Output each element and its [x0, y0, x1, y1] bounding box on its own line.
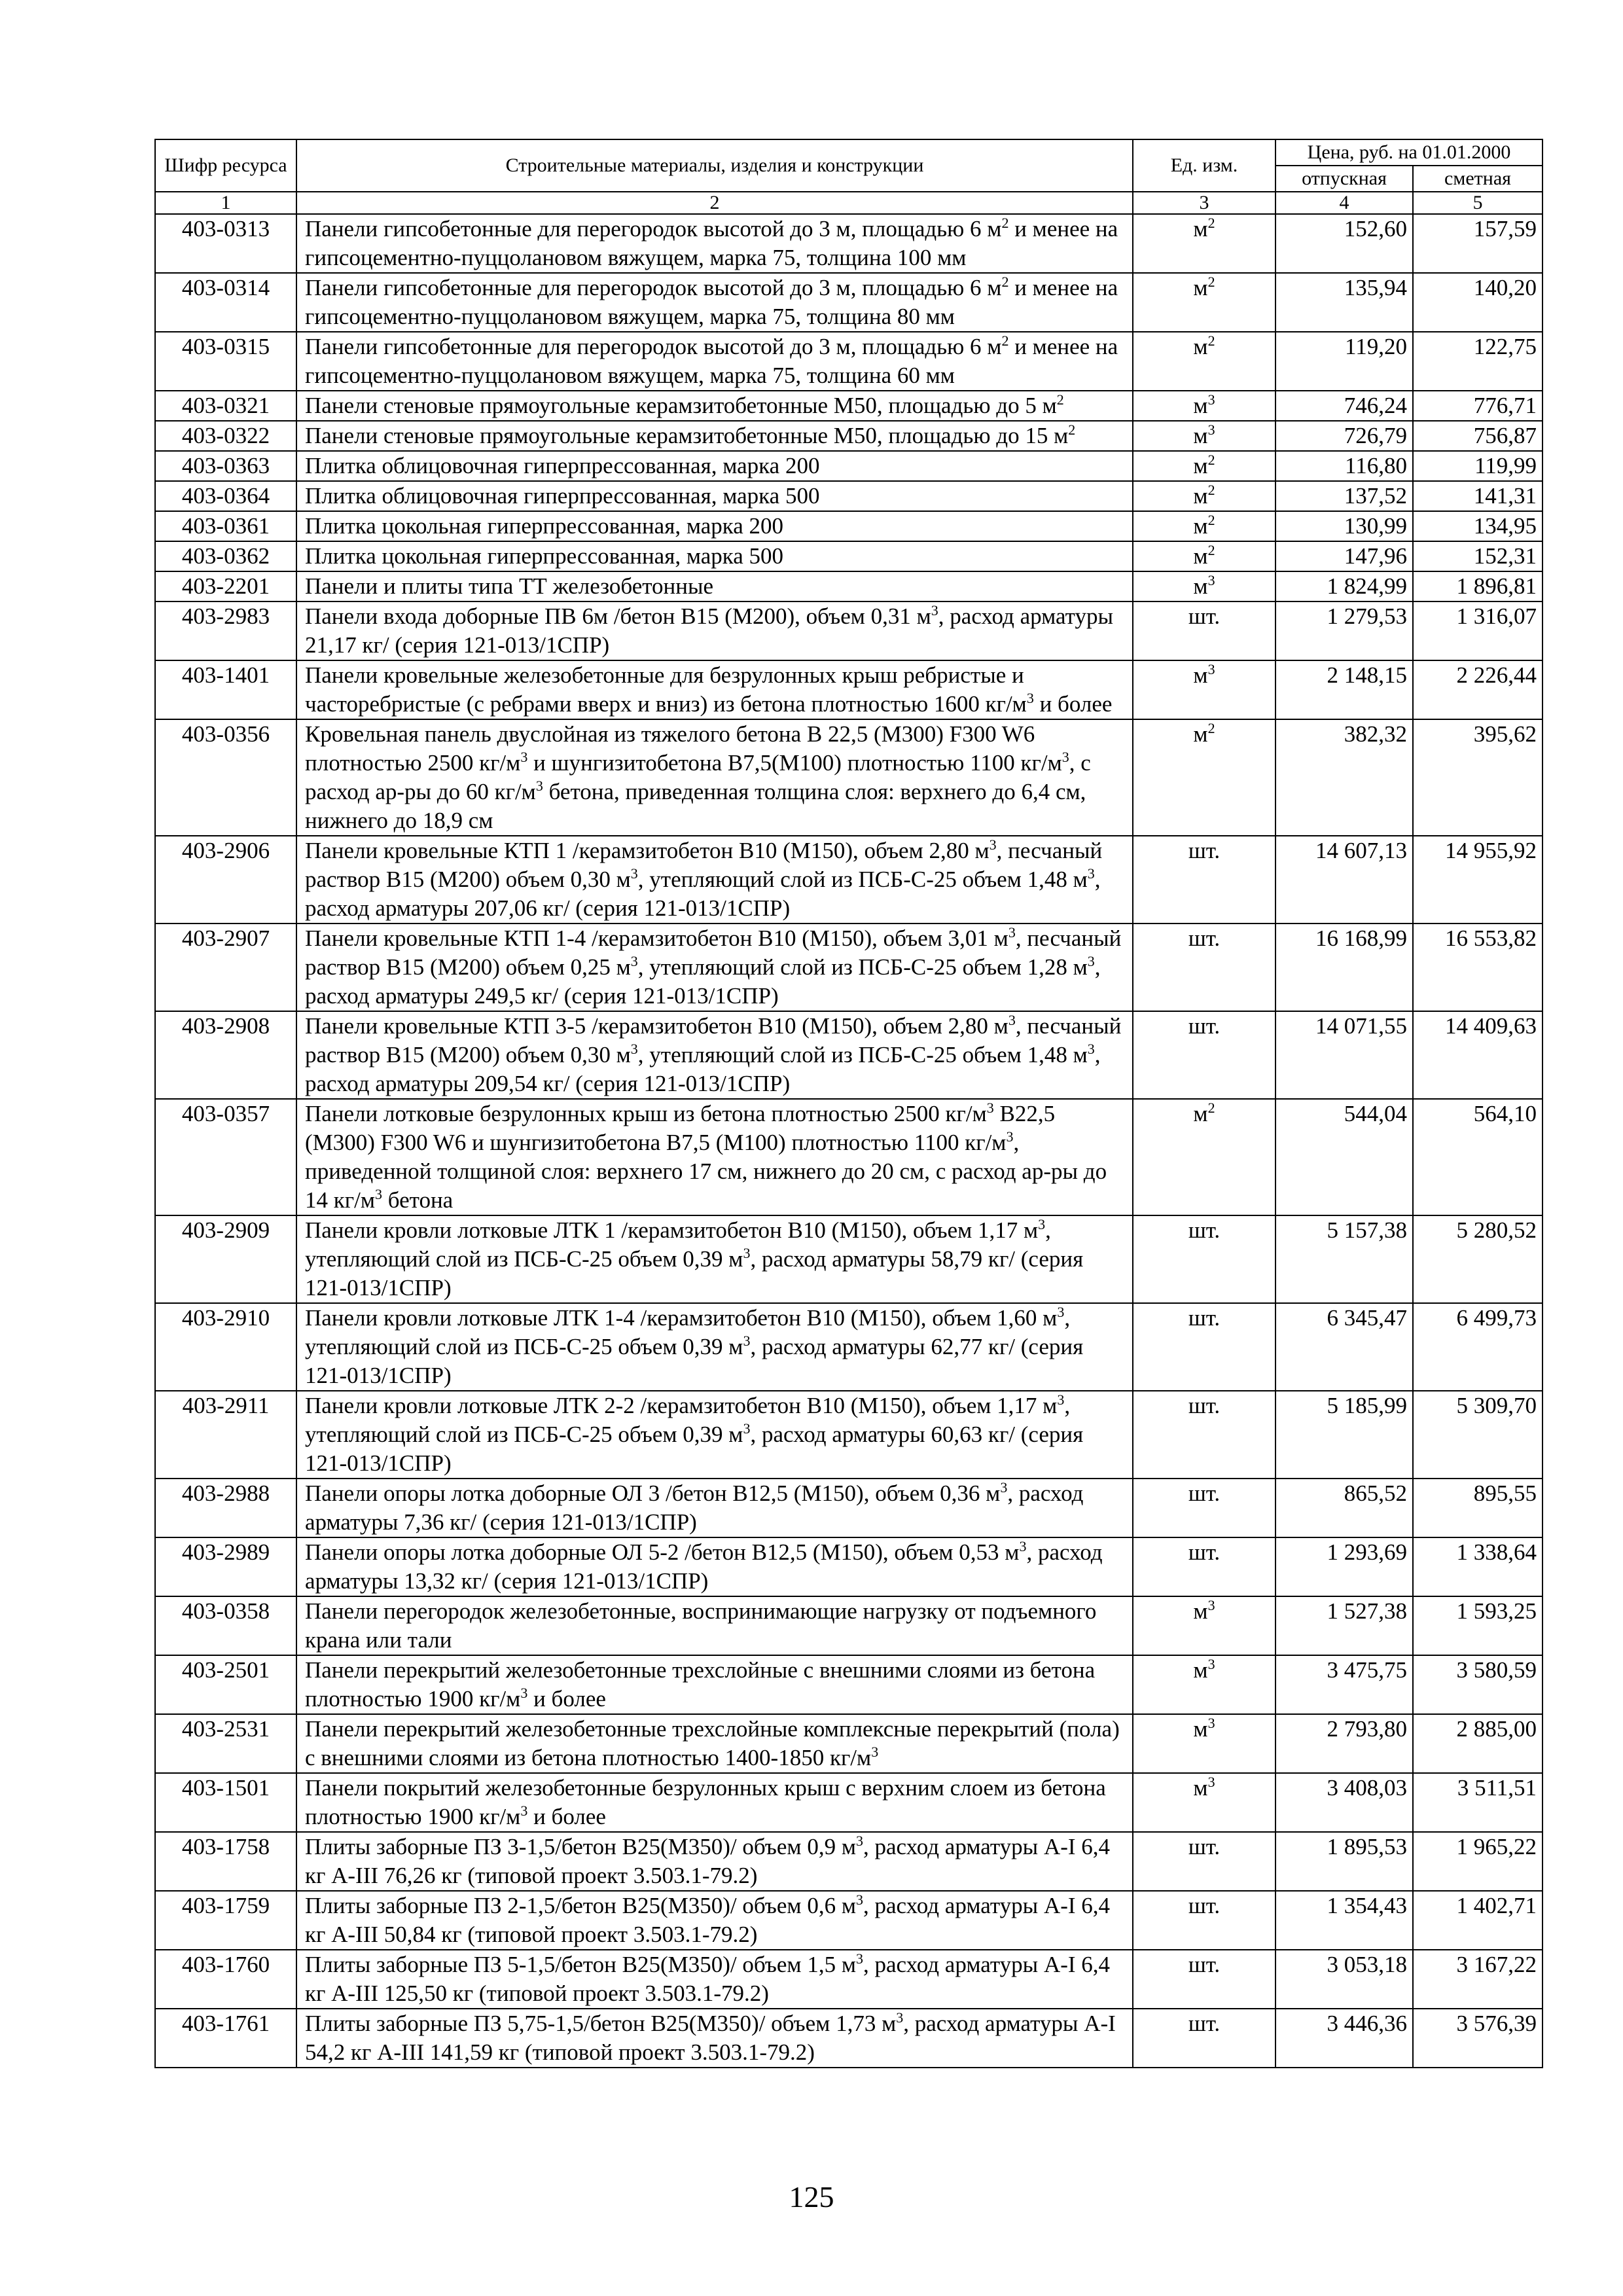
- unit-of-measure: шт.: [1133, 1303, 1275, 1391]
- resource-code: 403-2911: [155, 1391, 296, 1479]
- estimate-price: 2 226,44: [1413, 660, 1543, 719]
- estimate-price: 564,10: [1413, 1099, 1543, 1215]
- factory-price: 1 895,53: [1275, 1832, 1413, 1891]
- estimate-price: 152,31: [1413, 541, 1543, 571]
- column-number: 5: [1413, 192, 1543, 214]
- unit-of-measure: $м^3$: [1133, 1773, 1275, 1832]
- estimate-price: 776,71: [1413, 391, 1543, 421]
- resource-name: Панели кровельные КТП 1-4 /керамзитобетон В10 (М150), объем 3,01 $м^3$, песчаный раствор В15 (М200) объем 0,25 $м^3$, утепляющий слой из ПСБ-С-25 объем 1,28 $м^3$, расход арматуры 249,5 кг/ (серия 121-013/1СПР): [296, 924, 1133, 1011]
- resource-name: Панели покрытий железобетонные безрулонных крыш с верхним слоем из бетона плотностью 1900 $кг/м^3$ и более: [296, 1773, 1133, 1832]
- factory-price: 16 168,99: [1275, 924, 1413, 1011]
- table-row: [155, 214, 1543, 273]
- table-row: [155, 601, 1543, 660]
- unit-of-measure: шт.: [1133, 1950, 1275, 2009]
- resource-code: 403-2531: [155, 1714, 296, 1773]
- estimate-price: 141,31: [1413, 481, 1543, 511]
- table-row: [155, 1011, 1543, 1099]
- header-unit: Ед. изм.: [1133, 139, 1275, 192]
- resource-code: 403-0363: [155, 451, 296, 481]
- table-row: [155, 1891, 1543, 1950]
- resource-name: Плиты заборные ПЗ 5-1,5/бетон В25(М350)/ объем 1,5 $м^3$, расход арматуры А-I 6,4 кг А-III 125,50 кг (типовой проект 3.503.1-79.2): [296, 1950, 1133, 2009]
- resource-name: Панели стеновые прямоугольные керамзитобетонные М50, площадью до 15 $м^2$: [296, 421, 1133, 451]
- unit-of-measure: $м^2$: [1133, 719, 1275, 836]
- table-row: [155, 571, 1543, 601]
- resource-code: 403-2501: [155, 1655, 296, 1714]
- unit-of-measure: шт.: [1133, 1832, 1275, 1891]
- estimate-price: 2 885,00: [1413, 1714, 1543, 1773]
- resource-code: 403-0314: [155, 273, 296, 332]
- estimate-price: 3 167,22: [1413, 1950, 1543, 2009]
- unit-of-measure: $м^3$: [1133, 1714, 1275, 1773]
- unit-of-measure: $м^3$: [1133, 421, 1275, 451]
- resource-code: 403-2907: [155, 924, 296, 1011]
- price-table-wrapper: [154, 139, 1542, 2068]
- resource-name: Плитка цокольная гиперпрессованная, марка 500: [296, 541, 1133, 571]
- unit-of-measure: шт.: [1133, 924, 1275, 1011]
- estimate-price: 1 965,22: [1413, 1832, 1543, 1891]
- table-row: [155, 836, 1543, 924]
- header-name: Строительные материалы, изделия и конструкции: [296, 139, 1133, 192]
- resource-code: 403-1759: [155, 1891, 296, 1950]
- factory-price: 1 293,69: [1275, 1537, 1413, 1596]
- resource-code: 403-0364: [155, 481, 296, 511]
- table-body: [155, 214, 1543, 2068]
- factory-price: 746,24: [1275, 391, 1413, 421]
- estimate-price: 140,20: [1413, 273, 1543, 332]
- unit-of-measure: шт.: [1133, 601, 1275, 660]
- estimate-price: 5 309,70: [1413, 1391, 1543, 1479]
- estimate-price: 119,99: [1413, 451, 1543, 481]
- resource-code: 403-2910: [155, 1303, 296, 1391]
- resource-code: 403-0358: [155, 1596, 296, 1655]
- unit-of-measure: шт.: [1133, 2009, 1275, 2068]
- resource-name: Панели входа доборные ПВ 6м /бетон В15 (М200), объем 0,31 $м^3$, расход арматуры 21,17 кг/ (серия 121-013/1СПР): [296, 601, 1133, 660]
- estimate-price: 157,59: [1413, 214, 1543, 273]
- unit-of-measure: шт.: [1133, 1391, 1275, 1479]
- factory-price: 14 607,13: [1275, 836, 1413, 924]
- factory-price: 116,80: [1275, 451, 1413, 481]
- unit-of-measure: $м^3$: [1133, 1596, 1275, 1655]
- resource-name: Панели лотковые безрулонных крыш из бетона плотностью 2500 $кг/м^3$ В22,5 (М300) F300 W6 и шунгизитобетона В7,5 (М100) плотностью 1100 $кг/м^3$, приведенной толщиной слоя: верхнего 17 см, нижнего до 20 см, с расход ар-ры до 14 $кг/м^3$ бетона: [296, 1099, 1133, 1215]
- header-estimate-price: сметная: [1413, 166, 1543, 192]
- estimate-price: 122,75: [1413, 332, 1543, 391]
- table-row: [155, 1303, 1543, 1391]
- estimate-price: 756,87: [1413, 421, 1543, 451]
- factory-price: 135,94: [1275, 273, 1413, 332]
- resource-name: Панели гипсобетонные для перегородок высотой до 3 м, площадью 6 $м^2$ и менее на гипсоцементно-пуццолановом вяжущем, марка 75, толщина 60 мм: [296, 332, 1133, 391]
- estimate-price: 395,62: [1413, 719, 1543, 836]
- estimate-price: 5 280,52: [1413, 1215, 1543, 1303]
- page-number: 125: [789, 2180, 834, 2214]
- column-number: 1: [155, 192, 296, 214]
- resource-name: Кровельная панель двуслойная из тяжелого бетона В 22,5 (М300) F300 W6 плотностью 2500 $кг/м^3$ и шунгизитобетона В7,5(М100) плотностью 1100 $кг/м^3$, с расход ар-ры до 60 $кг/м^3$ бетона, приведенная толщина слоя: верхнего до 6,4 см, нижнего до 18,9 см: [296, 719, 1133, 836]
- factory-price: 14 071,55: [1275, 1011, 1413, 1099]
- factory-price: 1 527,38: [1275, 1596, 1413, 1655]
- table-row: [155, 1950, 1543, 2009]
- table-row: [155, 660, 1543, 719]
- estimate-price: 134,95: [1413, 511, 1543, 541]
- unit-of-measure: $м^2$: [1133, 214, 1275, 273]
- resource-name: Плиты заборные ПЗ 3-1,5/бетон В25(М350)/ объем 0,9 $м^3$, расход арматуры А-I 6,4 кг А-III 76,26 кг (типовой проект 3.503.1-79.2): [296, 1832, 1133, 1891]
- factory-price: 382,32: [1275, 719, 1413, 836]
- resource-name: Панели опоры лотка доборные ОЛ 3 /бетон В12,5 (М150), объем 0,36 $м^3$, расход арматуры 7,36 кг/ (серия 121-013/1СПР): [296, 1479, 1133, 1537]
- resource-code: 403-1758: [155, 1832, 296, 1891]
- unit-of-measure: $м^3$: [1133, 1655, 1275, 1714]
- factory-price: 130,99: [1275, 511, 1413, 541]
- resource-code: 403-0357: [155, 1099, 296, 1215]
- table-row: [155, 1215, 1543, 1303]
- table-row: [155, 1479, 1543, 1537]
- resource-code: 403-0362: [155, 541, 296, 571]
- table-row: [155, 273, 1543, 332]
- column-number: 2: [296, 192, 1133, 214]
- estimate-price: 14 409,63: [1413, 1011, 1543, 1099]
- factory-price: 3 446,36: [1275, 2009, 1413, 2068]
- table-row: [155, 332, 1543, 391]
- factory-price: 726,79: [1275, 421, 1413, 451]
- estimate-price: 3 576,39: [1413, 2009, 1543, 2068]
- factory-price: 1 354,43: [1275, 1891, 1413, 1950]
- factory-price: 2 793,80: [1275, 1714, 1413, 1773]
- resource-code: 403-0315: [155, 332, 296, 391]
- unit-of-measure: шт.: [1133, 836, 1275, 924]
- table-row: [155, 1537, 1543, 1596]
- price-table: [154, 139, 1543, 2068]
- resource-name: Плитка облицовочная гиперпрессованная, марка 500: [296, 481, 1133, 511]
- table-row: [155, 1596, 1543, 1655]
- resource-name: Панели стеновые прямоугольные керамзитобетонные М50, площадью до 5 $м^2$: [296, 391, 1133, 421]
- table-row: [155, 719, 1543, 836]
- resource-code: 403-2983: [155, 601, 296, 660]
- resource-name: Панели гипсобетонные для перегородок высотой до 3 м, площадью 6 $м^2$ и менее на гипсоцементно-пуццолановом вяжущем, марка 75, толщина 100 мм: [296, 214, 1133, 273]
- factory-price: 137,52: [1275, 481, 1413, 511]
- unit-of-measure: шт.: [1133, 1215, 1275, 1303]
- unit-of-measure: шт.: [1133, 1537, 1275, 1596]
- factory-price: 5 185,99: [1275, 1391, 1413, 1479]
- unit-of-measure: $м^2$: [1133, 273, 1275, 332]
- resource-name: Панели кровельные железобетонные для безрулонных крыш ребристые и часторебристые (с ребрами вверх и вниз) из бетона плотностью 1600 $кг/м^3$ и более: [296, 660, 1133, 719]
- table-row: [155, 541, 1543, 571]
- factory-price: 3 408,03: [1275, 1773, 1413, 1832]
- resource-name: Панели кровельные КТП 3-5 /керамзитобетон В10 (М150), объем 2,80 $м^3$, песчаный раствор В15 (М200) объем 0,30 $м^3$, утепляющий слой из ПСБ-С-25 объем 1,48 $м^3$, расход арматуры 209,54 кг/ (серия 121-013/1СПР): [296, 1011, 1133, 1099]
- unit-of-measure: $м^2$: [1133, 1099, 1275, 1215]
- estimate-price: 3 511,51: [1413, 1773, 1543, 1832]
- factory-price: 152,60: [1275, 214, 1413, 273]
- header-factory-price: отпускная: [1275, 166, 1413, 192]
- unit-of-measure: $м^2$: [1133, 451, 1275, 481]
- unit-of-measure: шт.: [1133, 1479, 1275, 1537]
- resource-name: Плитка облицовочная гиперпрессованная, марка 200: [296, 451, 1133, 481]
- estimate-price: 895,55: [1413, 1479, 1543, 1537]
- resource-name: Панели опоры лотка доборные ОЛ 5-2 /бетон В12,5 (М150), объем 0,53 $м^3$, расход арматуры 13,32 кг/ (серия 121-013/1СПР): [296, 1537, 1133, 1596]
- resource-code: 403-0321: [155, 391, 296, 421]
- resource-name: Плиты заборные ПЗ 2-1,5/бетон В25(М350)/ объем 0,6 $м^3$, расход арматуры А-I 6,4 кг А-III 50,84 кг (типовой проект 3.503.1-79.2): [296, 1891, 1133, 1950]
- resource-code: 403-1761: [155, 2009, 296, 2068]
- factory-price: 1 279,53: [1275, 601, 1413, 660]
- table-row: [155, 2009, 1543, 2068]
- factory-price: 2 148,15: [1275, 660, 1413, 719]
- resource-name: Панели и плиты типа ТТ железобетонные: [296, 571, 1133, 601]
- unit-of-measure: шт.: [1133, 1011, 1275, 1099]
- estimate-price: 1 316,07: [1413, 601, 1543, 660]
- estimate-price: 1 896,81: [1413, 571, 1543, 601]
- resource-code: 403-1760: [155, 1950, 296, 2009]
- resource-name: Плитка цокольная гиперпрессованная, марка 200: [296, 511, 1133, 541]
- unit-of-measure: $м^2$: [1133, 541, 1275, 571]
- unit-of-measure: $м^2$: [1133, 511, 1275, 541]
- estimate-price: 1 402,71: [1413, 1891, 1543, 1950]
- unit-of-measure: $м^2$: [1133, 332, 1275, 391]
- resource-name: Панели кровли лотковые ЛТК 1-4 /керамзитобетон В10 (М150), объем 1,60 $м^3$, утепляющий слой из ПСБ-С-25 объем 0,39 $м^3$, расход арматуры 62,77 кг/ (серия 121-013/1СПР): [296, 1303, 1133, 1391]
- resource-name: Панели перекрытий железобетонные трехслойные с внешними слоями из бетона плотностью 1900 $кг/м^3$ и более: [296, 1655, 1133, 1714]
- resource-name: Панели перегородок железобетонные, воспринимающие нагрузку от подъемного крана или тали: [296, 1596, 1133, 1655]
- header-code: Шифр ресурса: [155, 139, 296, 192]
- factory-price: 5 157,38: [1275, 1215, 1413, 1303]
- resource-name: Панели кровельные КТП 1 /керамзитобетон В10 (М150), объем 2,80 $м^3$, песчаный раствор В15 (М200) объем 0,30 $м^3$, утепляющий слой из ПСБ-С-25 объем 1,48 $м^3$, расход арматуры 207,06 кг/ (серия 121-013/1СПР): [296, 836, 1133, 924]
- unit-of-measure: $м^3$: [1133, 571, 1275, 601]
- estimate-price: 1 338,64: [1413, 1537, 1543, 1596]
- table-row: [155, 481, 1543, 511]
- resource-name: Панели кровли лотковые ЛТК 1 /керамзитобетон В10 (М150), объем 1,17 $м^3$, утепляющий слой из ПСБ-С-25 объем 0,39 $м^3$, расход арматуры 58,79 кг/ (серия 121-013/1СПР): [296, 1215, 1133, 1303]
- factory-price: 119,20: [1275, 332, 1413, 391]
- header-price: Цена, руб. на 01.01.2000: [1275, 139, 1543, 166]
- resource-code: 403-0356: [155, 719, 296, 836]
- resource-code: 403-1501: [155, 1773, 296, 1832]
- resource-code: 403-2906: [155, 836, 296, 924]
- resource-code: 403-0361: [155, 511, 296, 541]
- unit-of-measure: $м^3$: [1133, 391, 1275, 421]
- estimate-price: 3 580,59: [1413, 1655, 1543, 1714]
- factory-price: 3 053,18: [1275, 1950, 1413, 2009]
- table-row: [155, 421, 1543, 451]
- estimate-price: 16 553,82: [1413, 924, 1543, 1011]
- column-number: 4: [1275, 192, 1413, 214]
- table-row: [155, 1832, 1543, 1891]
- table-row: [155, 1714, 1543, 1773]
- factory-price: 865,52: [1275, 1479, 1413, 1537]
- factory-price: 6 345,47: [1275, 1303, 1413, 1391]
- table-row: [155, 1391, 1543, 1479]
- resource-name: Плиты заборные ПЗ 5,75-1,5/бетон В25(М350)/ объем 1,73 $м^3$, расход арматуры А-I 54,2 кг А-III 141,59 кг (типовой проект 3.503.1-79.2): [296, 2009, 1133, 2068]
- factory-price: 147,96: [1275, 541, 1413, 571]
- table-row: [155, 451, 1543, 481]
- factory-price: 3 475,75: [1275, 1655, 1413, 1714]
- unit-of-measure: шт.: [1133, 1891, 1275, 1950]
- table-row: [155, 511, 1543, 541]
- resource-code: 403-2201: [155, 571, 296, 601]
- resource-name: Панели гипсобетонные для перегородок высотой до 3 м, площадью 6 $м^2$ и менее на гипсоцементно-пуццолановом вяжущем, марка 75, толщина 80 мм: [296, 273, 1133, 332]
- estimate-price: 14 955,92: [1413, 836, 1543, 924]
- factory-price: 544,04: [1275, 1099, 1413, 1215]
- factory-price: 1 824,99: [1275, 571, 1413, 601]
- resource-code: 403-2988: [155, 1479, 296, 1537]
- resource-code: 403-2908: [155, 1011, 296, 1099]
- estimate-price: 1 593,25: [1413, 1596, 1543, 1655]
- table-row: [155, 1655, 1543, 1714]
- resource-code: 403-1401: [155, 660, 296, 719]
- unit-of-measure: $м^2$: [1133, 481, 1275, 511]
- estimate-price: 6 499,73: [1413, 1303, 1543, 1391]
- table-row: [155, 1099, 1543, 1215]
- resource-code: 403-0322: [155, 421, 296, 451]
- resource-name: Панели перекрытий железобетонные трехслойные комплексные перекрытий (пола) с внешними слоями из бетона плотностью 1400-1850 $кг/м^3$: [296, 1714, 1133, 1773]
- table-row: [155, 391, 1543, 421]
- resource-code: 403-2989: [155, 1537, 296, 1596]
- column-number: 3: [1133, 192, 1275, 214]
- resource-code: 403-2909: [155, 1215, 296, 1303]
- table-row: [155, 1773, 1543, 1832]
- unit-of-measure: $м^3$: [1133, 660, 1275, 719]
- resource-code: 403-0313: [155, 214, 296, 273]
- table-row: [155, 924, 1543, 1011]
- resource-name: Панели кровли лотковые ЛТК 2-2 /керамзитобетон В10 (М150), объем 1,17 $м^3$, утепляющий слой из ПСБ-С-25 объем 0,39 $м^3$, расход арматуры 60,63 кг/ (серия 121-013/1СПР): [296, 1391, 1133, 1479]
